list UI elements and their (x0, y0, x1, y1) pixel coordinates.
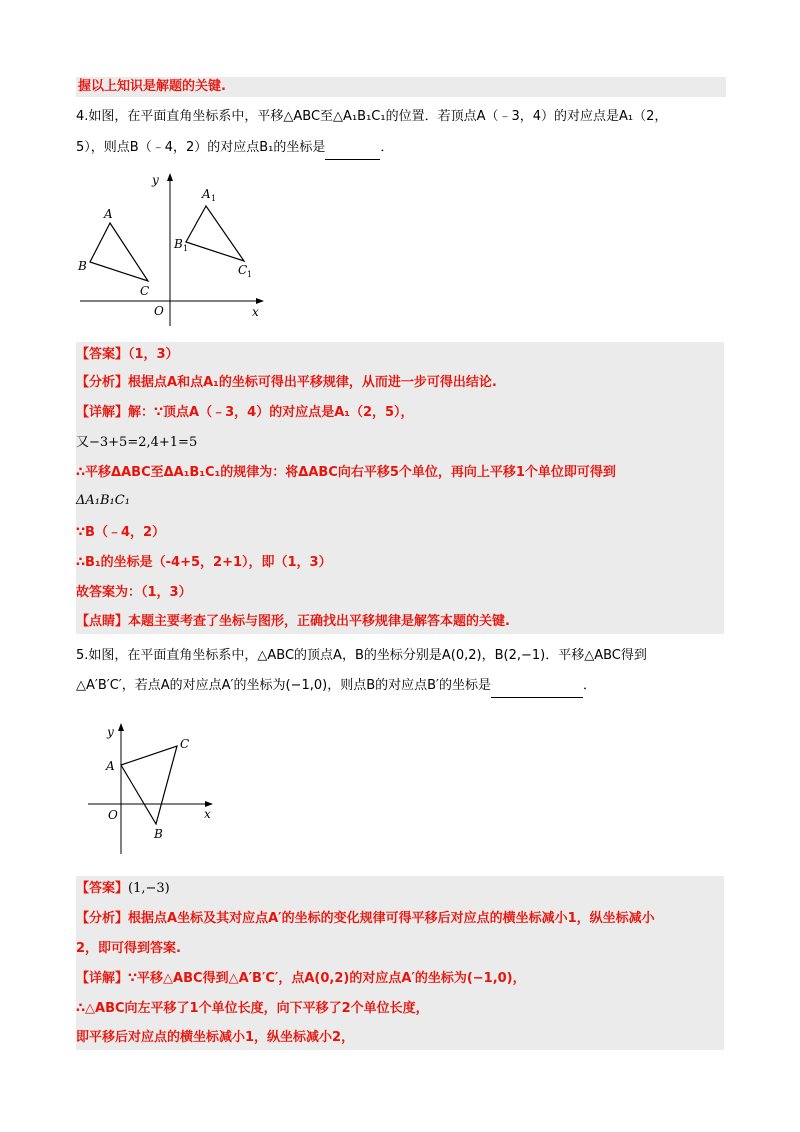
q5-label-o: O (108, 808, 118, 822)
q5-detail3: 即平移后对应点的横坐标减小1，纵坐标减小2， (76, 1030, 355, 1045)
q4-detail6: ∴B₁的坐标是（-4+5，2+1），即（1，3） (76, 555, 332, 570)
q4-analysis-tag: 【分析】 (76, 375, 129, 390)
q5-text-line2 (76, 675, 596, 698)
q5-analysis-line1 (76, 909, 655, 929)
q4-answer-tag: 【答案】 (76, 347, 129, 362)
q4-label-y: y (152, 173, 159, 187)
q5-detail1: ∵平移△ABC得到△A′B′C′，点A(0,2)的对应点A′的坐标为(−1,0)， (128, 971, 526, 986)
q5-analysis2: 2，即可得到答案. (76, 941, 181, 956)
q5-analysis-tag: 【分析】 (76, 911, 129, 926)
q4-comment-line (76, 612, 510, 632)
q4-answer-blank (325, 137, 380, 160)
q5-text-line2-end: ． (582, 678, 596, 693)
q4-label-a: A (104, 207, 113, 221)
q5-label-x: x (204, 807, 211, 821)
q4-triangle-a1b1c1 (186, 206, 244, 261)
top-note: 握以上知识是解题的关键. (76, 77, 726, 97)
q5-label-c: C (180, 737, 190, 751)
q4-detail4: ΔA₁B₁C₁ (76, 493, 130, 508)
q4-comment: 本题主要考查了坐标与图形，正确找出平移规律是解答本题的关键. (128, 614, 510, 629)
q5-label-b: B (154, 827, 163, 841)
q4-label-a1: A (202, 187, 211, 201)
q5-triangle-abc (121, 746, 177, 824)
q4-detail1: 解：∵顶点A（﹣3，4）的对应点是A₁（2，5）， (128, 405, 414, 420)
q5-y-axis-arrow (118, 723, 124, 731)
q4-comment-tag: 【点睛】 (76, 614, 129, 629)
q4-detail5: ∵B（﹣4，2） (76, 525, 166, 540)
q5-label-a: A (106, 759, 115, 773)
q4-y-axis-arrow (167, 173, 173, 181)
q4-label-b1: B (174, 237, 183, 251)
q4-text-line2-end: ． (380, 140, 394, 155)
q4-x-axis-arrow (256, 298, 264, 304)
q5-text-line2-body: △A′B′C′，若点A的对应点A′的坐标为(−1,0)，则点B的对应点B′的坐标是 (76, 678, 491, 693)
q4-detail2: 又−3+5=2,4+1=5 (76, 435, 198, 450)
q4-answer-line (76, 345, 179, 365)
q4-text-line2-body: 5），则点B（﹣4，2）的对应点B₁的坐标是 (76, 140, 326, 155)
q4-detail-tag: 【详解】 (76, 405, 129, 420)
q5-answer-tag: 【答案】 (76, 881, 129, 896)
q5-answer: (1,−3) (128, 881, 170, 896)
q5-solution-block (76, 876, 724, 1050)
q4-detail3: ∴平移ΔABC至ΔA₁B₁C₁的规律为：将ΔABC向右平移5个单位，再向上平移1个单位即可得到 (76, 465, 616, 480)
q5-analysis1: 根据点A坐标及其对应点A′的坐标的变化规律可得平移后对应点的横坐标减小1，纵坐标减小 (128, 911, 655, 926)
q4-label-o: O (154, 304, 164, 318)
q5-answer-line (76, 879, 170, 899)
q5-detail-tag: 【详解】 (76, 971, 129, 986)
q5-label-y: y (107, 725, 114, 739)
q5-detail2: ∴△ABC向左平移了1个单位长度，向下平移了2个单位长度， (76, 1001, 429, 1016)
q4-figure (76, 166, 276, 336)
q4-analysis: 根据点A和点A₁的坐标可得出平移规律，从而进一步可得出结论. (128, 375, 497, 390)
q4-detail-line1 (76, 403, 414, 423)
q4-answer: （1，3） (128, 347, 179, 362)
q4-label-b1-sub: 1 (183, 244, 189, 253)
q4-label-c: C (140, 284, 150, 298)
q4-detail7: 故答案为：（1，3） (76, 585, 192, 600)
q5-figure (84, 718, 224, 858)
q4-label-c1-sub: 1 (247, 270, 253, 279)
q5-text-line1: 5.如图，在平面直角坐标系中，△ABC的顶点A，B的坐标分别是A(0,2)，B(2,−1)．平移△ABC得到 (76, 648, 647, 663)
q4-label-a1-sub: 1 (211, 194, 217, 203)
q4-label-x: x (252, 305, 259, 319)
q4-triangle-abc (90, 223, 148, 281)
q5-detail-line1 (76, 969, 526, 989)
q4-text-line2 (76, 137, 393, 160)
q4-label-b: B (78, 259, 87, 273)
q4-text-line1: 4.如图，在平面直角坐标系中，平移△ABC至△A₁B₁C₁的位置．若顶点A（﹣3，4）的对应点是A₁（2， (76, 109, 668, 124)
q5-answer-blank (491, 675, 583, 698)
q4-label-c1: C (238, 263, 248, 277)
q4-analysis-line (76, 373, 497, 393)
